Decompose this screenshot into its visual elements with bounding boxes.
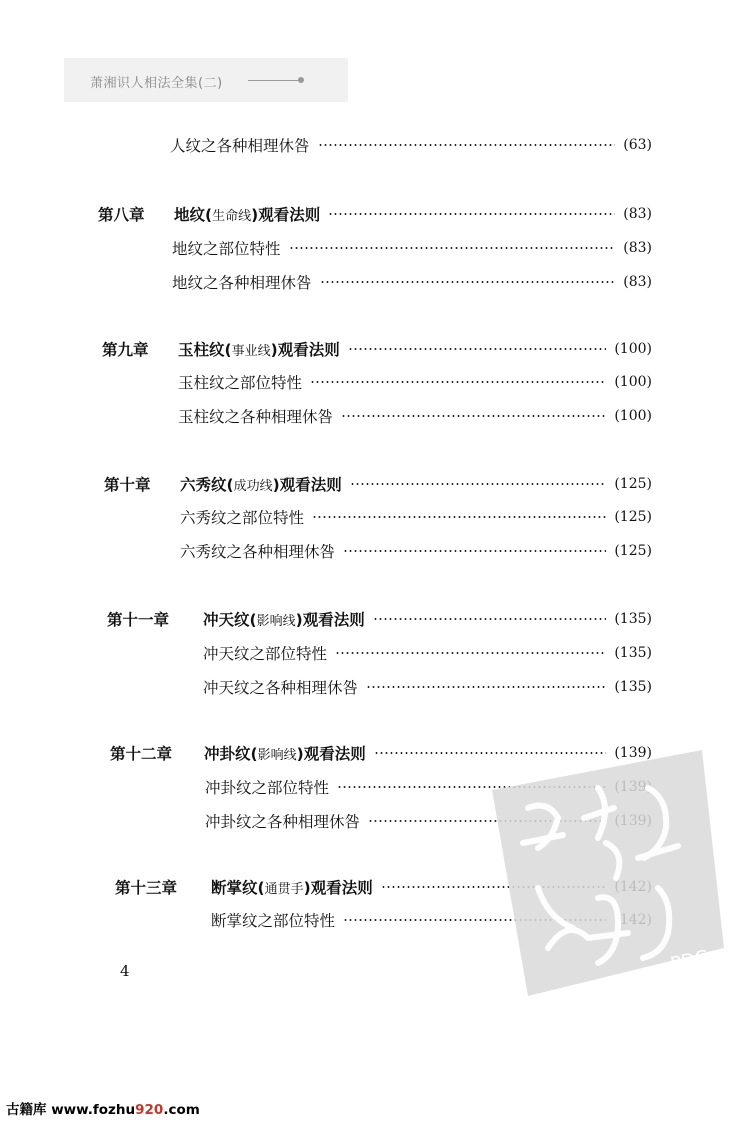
entry-title: 冲卦纹之部位特性 [205, 779, 330, 797]
entry-page: (100) [614, 408, 652, 424]
entry-page: (83) [623, 274, 652, 290]
entry-title: 地纹之各种相理休咎 [172, 274, 312, 292]
chapter-title: 玉柱纹(事业线)观看法则 [178, 341, 340, 359]
toc-entry [172, 236, 652, 260]
entry-page: (83) [623, 240, 652, 256]
entry-title: 六秀纹之部位特性 [180, 509, 305, 527]
entry-page: (135) [614, 679, 652, 695]
dot-leader [350, 483, 607, 485]
entry-page: (135) [614, 645, 652, 661]
entry-title: 玉柱纹之各种相理休咎 [178, 408, 334, 426]
dot-leader [310, 381, 606, 383]
dot-leader [341, 415, 606, 417]
chapter-title: 冲天纹(影响线)观看法则 [203, 611, 365, 629]
chapter-title: 断掌纹(通贯手)观看法则 [211, 879, 373, 897]
dot-leader [289, 247, 616, 249]
dot-leader [366, 686, 606, 688]
toc-entry [172, 270, 652, 294]
entry-title: 冲天纹之各种相理休咎 [203, 679, 359, 697]
entry-title: 人纹之各种相理休咎 [170, 137, 310, 155]
header-rule [248, 80, 300, 81]
toc-entry [203, 675, 652, 699]
chapter-number: 第九章 [102, 341, 149, 359]
chapter-number: 第十二章 [110, 745, 173, 763]
entry-page: (125) [614, 476, 652, 492]
chapter-number: 第八章 [98, 206, 145, 224]
entry-page: (83) [623, 206, 652, 222]
running-header: 萧湘识人相法全集(二) [90, 76, 223, 91]
dot-leader [373, 618, 607, 620]
entry-title: 断掌纹之部位特性 [211, 912, 336, 930]
entry-title: 冲天纹之部位特性 [203, 645, 328, 663]
toc-entry [180, 505, 652, 529]
dot-leader [320, 281, 616, 283]
page-number: 4 [120, 962, 130, 980]
dot-leader [335, 652, 606, 654]
entry-page: (100) [614, 341, 652, 357]
entry-title: 玉柱纹之部位特性 [178, 374, 303, 392]
entry-title: 地纹之部位特性 [172, 240, 281, 258]
entry-page: (135) [614, 611, 652, 627]
dot-leader [343, 550, 606, 552]
site-footer [6, 1098, 200, 1118]
chapter-title: 地纹(生命线)观看法则 [174, 206, 321, 224]
toc-chapter [104, 472, 652, 496]
dot-leader [348, 348, 607, 350]
toc-entry [178, 370, 652, 394]
dot-leader [328, 213, 615, 215]
entry-page: (125) [614, 509, 652, 525]
entry-page: (125) [614, 543, 652, 559]
chapter-title: 冲卦纹(影响线)观看法则 [204, 745, 366, 763]
entry-page: (139) [614, 745, 652, 761]
entry-page: (100) [614, 374, 652, 390]
toc-entry [170, 133, 652, 157]
toc-entry [203, 641, 652, 665]
chapter-title: 六秀纹(成功线)观看法则 [180, 476, 342, 494]
header-dot [298, 77, 304, 83]
toc-entry [180, 539, 652, 563]
seal-watermark [488, 748, 728, 998]
chapter-number: 第十章 [104, 476, 151, 494]
toc-chapter [107, 607, 652, 631]
entry-page: (63) [623, 137, 652, 153]
dot-leader [318, 144, 616, 146]
dot-leader [312, 516, 606, 518]
entry-title: 冲卦纹之各种相理休咎 [205, 813, 361, 831]
chapter-number: 第十一章 [107, 611, 170, 629]
toc-entry [178, 404, 652, 428]
entry-title: 六秀纹之各种相理休咎 [180, 543, 336, 561]
toc-chapter [98, 202, 652, 226]
toc-chapter [102, 337, 652, 361]
seal-text: PDG [668, 946, 711, 975]
site-url[interactable]: www.fozhu920.com [51, 1102, 200, 1118]
site-name: 古籍库 [6, 1102, 47, 1118]
chapter-number: 第十三章 [115, 879, 178, 897]
